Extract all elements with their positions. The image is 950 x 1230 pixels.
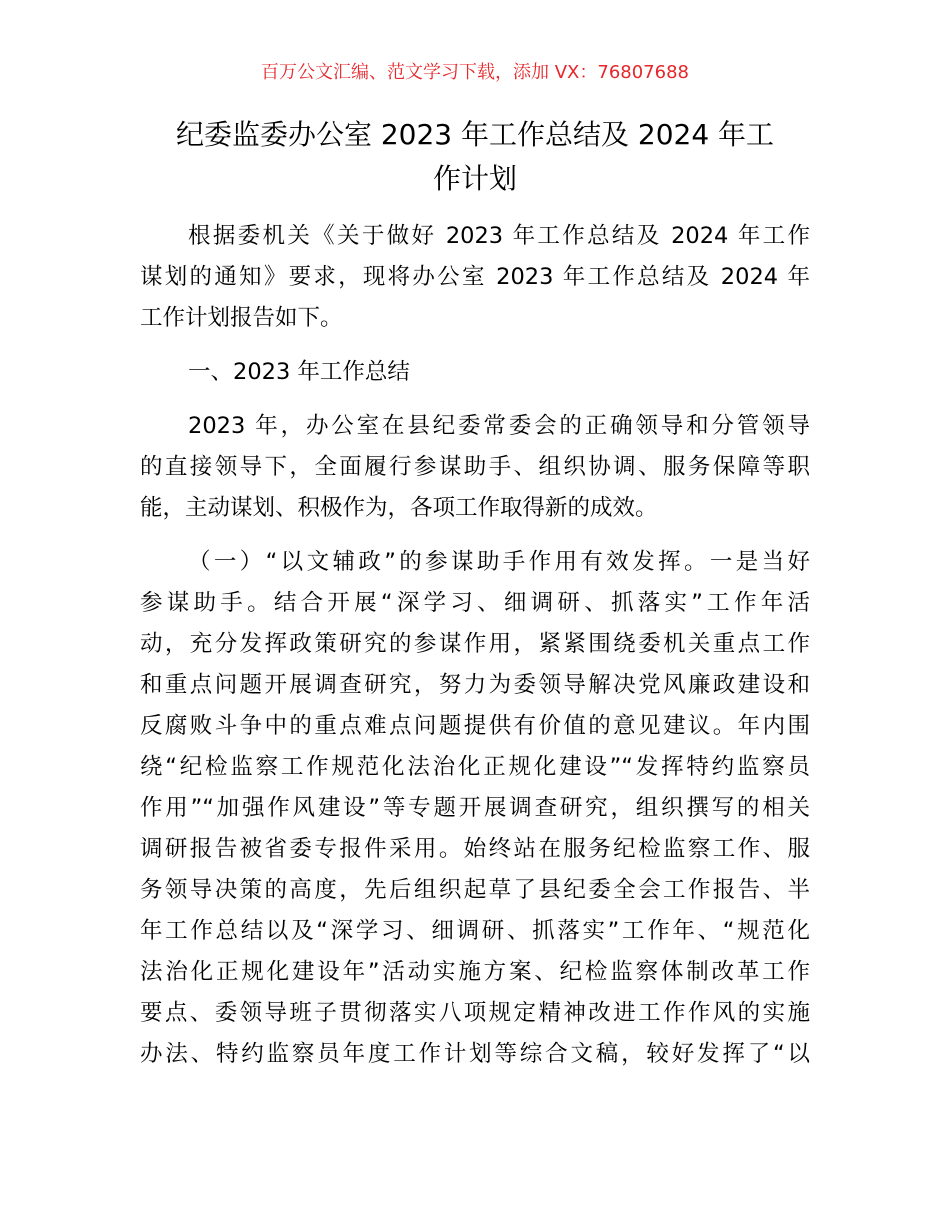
paragraph	[140, 352, 810, 393]
paragraph	[140, 542, 810, 1075]
title-line: 作计划	[432, 162, 517, 195]
text-line: 参谋助手。结合开展“深学习、细调研、抓落实”工作年活	[140, 590, 810, 616]
text-line: 能，主动谋划、积极作为，各项工作取得新的成效。	[140, 495, 658, 521]
paragraph	[140, 216, 810, 339]
text-line: 反腐败斗争中的重点难点问题提供有价值的意见建议。年内围	[140, 713, 810, 739]
text-line: 法治化正规化建设年”活动实施方案、纪检监察体制改革工作	[140, 959, 810, 985]
text-line: （一）“以文辅政”的参谋助手作用有效发挥。一是当好	[188, 549, 810, 575]
text-line: 务领导决策的高度，先后组织起草了县纪委全会工作报告、半	[140, 877, 810, 903]
title-line: 纪委监委办公室 2023 年工作总结及 2024 年工	[175, 118, 775, 151]
text-line: 的直接领导下，全面履行参谋助手、组织协调、服务保障等职	[140, 454, 810, 480]
download-banner: 百万公文汇编、范文学习下载，添加 VX：76807688	[261, 62, 689, 83]
text-line: 根据委机关《关于做好 2023 年工作总结及 2024 年工作	[188, 223, 810, 249]
text-line: 绕“纪检监察工作规范化法治化正规化建设”“发挥特约监察员	[140, 754, 810, 780]
text-line: 一、2023 年工作总结	[188, 359, 410, 385]
text-line: 谋划的通知》要求，现将办公室 2023 年工作总结及 2024 年	[140, 264, 810, 290]
text-line: 要点、委领导班子贯彻落实八项规定精神改进工作作风的实施	[140, 1000, 810, 1026]
document-body	[140, 216, 810, 1088]
text-line: 年工作总结以及“深学习、细调研、抓落实”工作年、“规范化	[140, 918, 810, 944]
text-line: 2023 年，办公室在县纪委常委会的正确领导和分管领导	[188, 413, 810, 439]
document-title	[140, 113, 810, 201]
text-line: 动，充分发挥政策研究的参谋作用，紧紧围绕委机关重点工作	[140, 631, 810, 657]
text-line: 和重点问题开展调查研究，努力为委领导解决党风廉政建设和	[140, 672, 810, 698]
text-line: 工作计划报告如下。	[140, 305, 343, 331]
text-line: 办法、特约监察员年度工作计划等综合文稿，较好发挥了“以	[140, 1041, 810, 1067]
text-line: 作用”“加强作风建设”等专题开展调查研究，组织撰写的相关	[140, 795, 810, 821]
text-line: 调研报告被省委专报件采用。始终站在服务纪检监察工作、服	[140, 836, 810, 862]
paragraph	[140, 406, 810, 529]
